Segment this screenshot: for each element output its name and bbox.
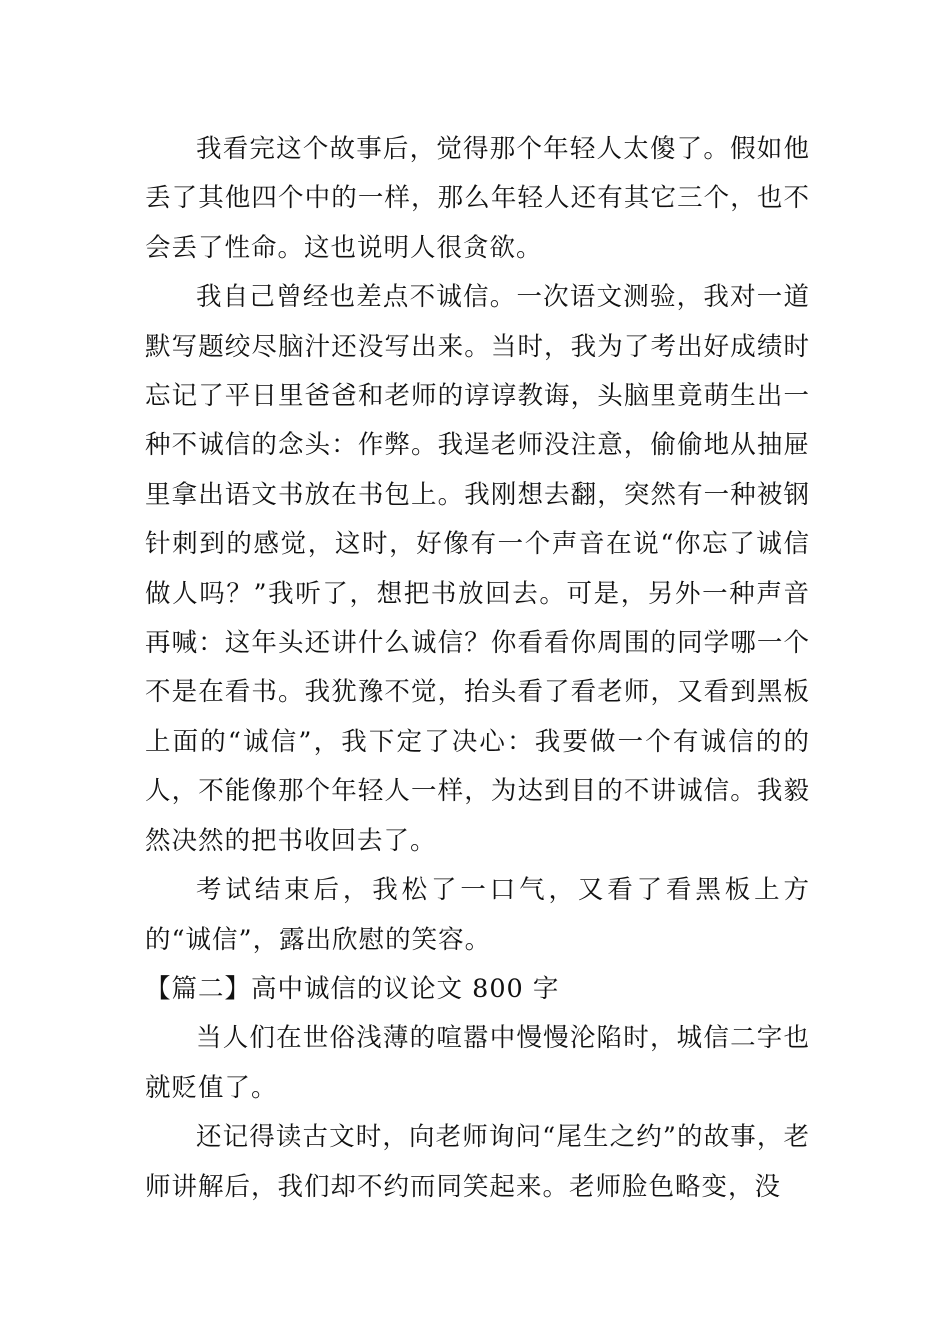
paragraph: 我自己曾经也差点不诚信。一次语文测验，我对一道默写题绞尽脑汁还没写出来。当时，我为了考出好成绩时忘记了平日里爸爸和老师的谆谆教诲，头脑里竟萌生出一种不诚信的念头：作弊。我逞老师没注意，偷偷地从抽屉里拿出语文书放在书包上。我刚想去翻，突然有一种被钢针刺到的感觉，这时，好像有一个声音在说“你忘了诚信做人吗？”我听了，想把书放回去。可是，另外一种声音再喊：这年头还讲什么诚信？你看看你周围的同学哪一个不是在看书。我犹豫不觉，抬头看了看老师，又看到黑板上面的“诚信”，我下定了决心：我要做一个有诚信的的人，不能像那个年轻人一样，为达到目的不讲诚信。我毅然决然的把书收回去了。 [145, 282, 810, 856]
document-page [145, 125, 810, 1212]
paragraph: 我看完这个故事后，觉得那个年轻人太傻了。假如他丢了其他四个中的一样，那么年轻人还有其它三个，也不会丢了性命。这也说明人很贪欲。 [145, 134, 810, 263]
paragraph: 当人们在世俗浅薄的喧嚣中慢慢沦陷时，城信二字也就贬值了。 [145, 1023, 810, 1103]
section-heading: 【篇二】高中诚信的议论文 800 字 [145, 973, 560, 1004]
paragraph: 还记得读古文时，向老师询问“尾生之约”的故事，老师讲解后，我们却不约而同笑起来。老师脸色略变，没 [145, 1122, 810, 1202]
paragraph: 考试结束后，我松了一口气，又看了看黑板上方的“诚信”，露出欣慰的笑容。 [145, 875, 810, 955]
